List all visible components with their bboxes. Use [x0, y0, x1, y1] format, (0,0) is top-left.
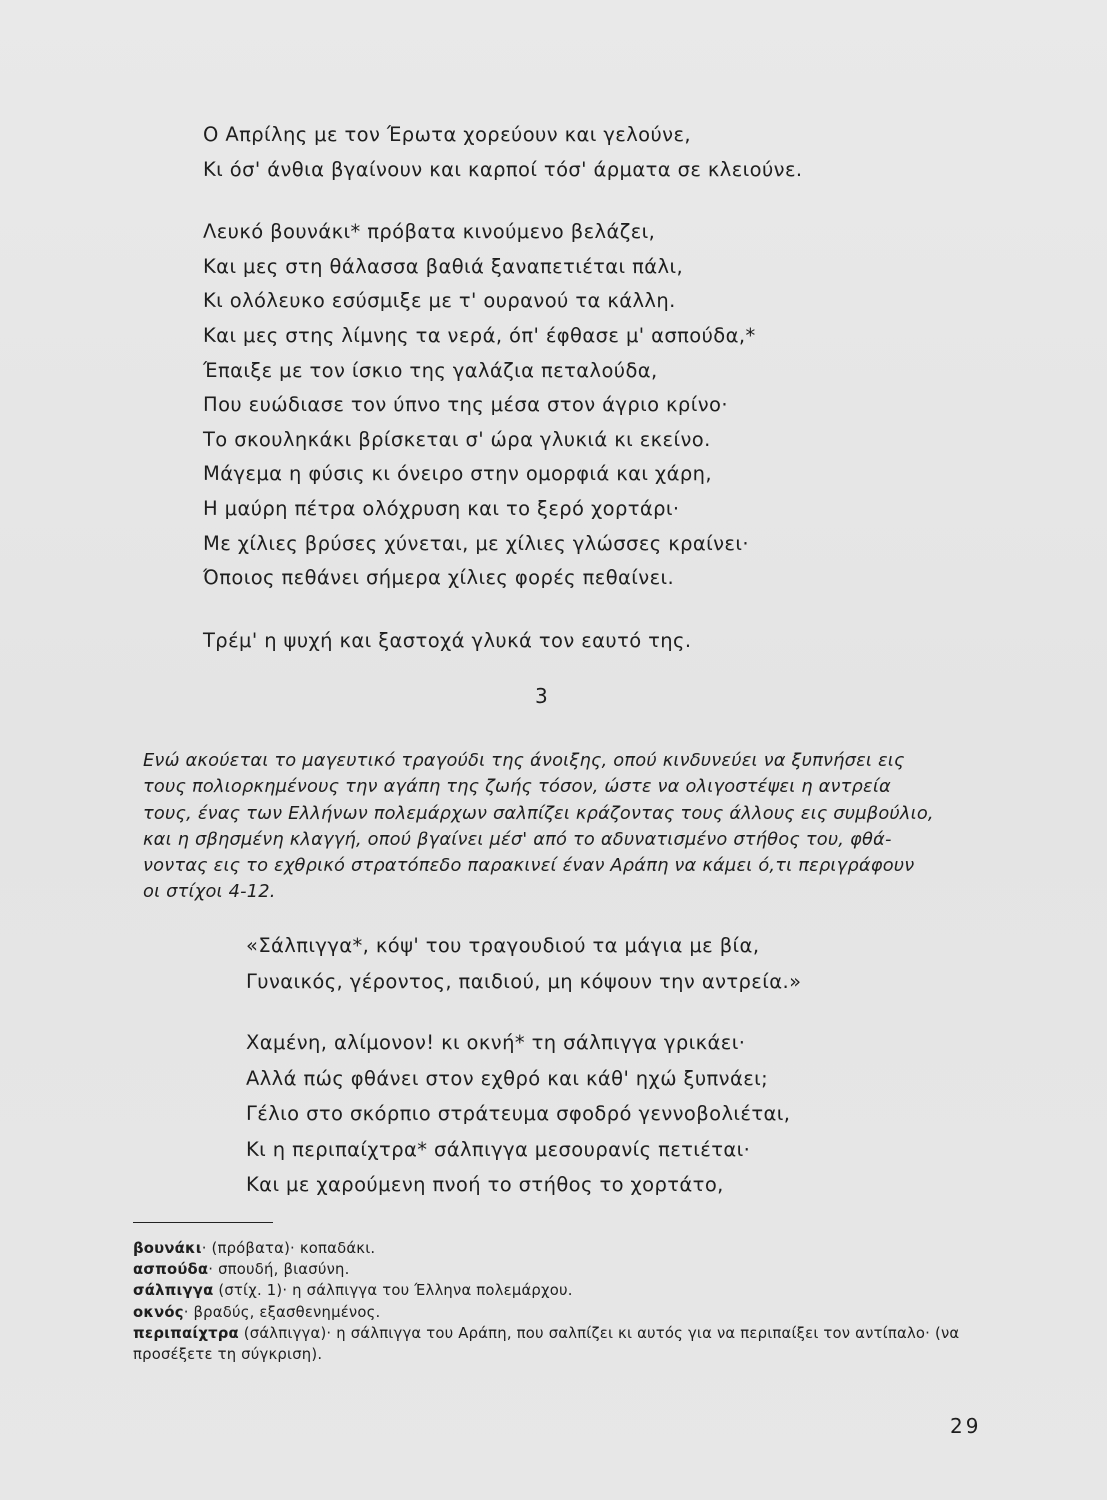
verse-line: Τρέμ' η ψυχή και ξαστοχά γλυκά τον εαυτό της.	[203, 628, 692, 652]
verse-line: Λευκό βουνάκι* πρόβατα κινούμενο βελάζει,	[203, 220, 656, 244]
stanza-gap	[246, 999, 966, 1025]
verse-line: Γυναικός, γέροντος, παιδιού, μη κόψουν την αντρεία.»	[246, 969, 802, 993]
footnote	[133, 1280, 963, 1301]
footnote	[133, 1323, 963, 1365]
page-number: 29	[950, 1414, 982, 1438]
intro-line: οι στίχοι 4-12.	[143, 881, 276, 903]
footnote-term: σάλπιγγα	[133, 1282, 214, 1300]
verse-line: Και μες στης λίμνης τα νερά, όπ' έφθασε μ' ασπούδα,*	[203, 323, 756, 347]
poem-stanza-trumpet	[246, 928, 966, 1203]
verse-line: Κι η περιπαίχτρα* σάλπιγγα μεσουρανίς πετιέται·	[246, 1137, 751, 1161]
verse-line: Γέλιο στο σκόρπιο στράτευμα σφοδρό γεννοβολιέται,	[246, 1102, 791, 1125]
intro-line: και η σβησμένη κλαγγή, οπού βγαίνει μέσ' από το αδυνατισμένο στήθος του, φθά-	[143, 828, 892, 850]
footnotes	[133, 1238, 963, 1365]
verse-line: Με χίλιες βρύσες χύνεται, με χίλιες γλώσσες κραίνει·	[203, 531, 749, 555]
footnote-definition: (στίχ. 1)· η σάλπιγγα του Έλληνα πολεμάρχου.	[213, 1282, 573, 1300]
verse-line: Αλλά πώς φθάνει στον εχθρό και κάθ' ηχώ ξυπνάει;	[246, 1066, 769, 1090]
section-number: 3	[535, 684, 549, 708]
stanza-gap	[203, 596, 963, 624]
footnote	[133, 1302, 963, 1323]
footnote-divider	[133, 1222, 273, 1223]
poem-stanza-spring	[203, 118, 963, 658]
intro-line: νοντας εις το εχθρικό στρατόπεδο παρακινεί έναν Αράπη να κάμει ό,τι περιγράφουν	[143, 855, 915, 877]
verse-line: Η μαύρη πέτρα ολόχρυση και το ξερό χορτάρι·	[203, 496, 680, 520]
verse-line: Και μες στη θάλασσα βαθιά ξαναπετιέται πάλι,	[203, 254, 684, 278]
footnote-definition: (σάλπιγγα)· η σάλπιγγα του Αράπη, που σαλπίζει κι αυτός για να περιπαίξει τον αντίπαλο· (να προσέξετε τη σύγκριση).	[133, 1324, 960, 1364]
stanza-gap	[203, 187, 963, 215]
footnote-definition: · βραδύς, εξασθενημένος.	[183, 1303, 381, 1321]
verse-line: Το σκουληκάκι βρίσκεται σ' ώρα γλυκιά κι εκείνο.	[203, 427, 711, 451]
footnote-definition: · σπουδή, βιασύνη.	[208, 1261, 350, 1279]
footnote-term: ασπούδα	[133, 1261, 209, 1279]
verse-line: «Σάλπιγγα*, κόψ' του τραγουδιού τα μάγια με βία,	[246, 934, 760, 957]
footnote-term: περιπαίχτρα	[133, 1324, 239, 1342]
footnote-definition: · (πρόβατα)· κοπαδάκι.	[201, 1240, 376, 1257]
verse-line: Που ευώδιασε τον ύπνο της μέσα στον άγριο κρίνο·	[203, 393, 728, 417]
section-introduction	[143, 748, 998, 906]
verse-line: Ο Απρίλης με τον Έρωτα χορεύουν και γελούνε,	[203, 123, 692, 146]
verse-line: Μάγεμα η φύσις κι όνειρο στην ομορφιά και χάρη,	[203, 462, 712, 486]
intro-line: τους, ένας των Ελλήνων πολεμάρχων σαλπίζει κράζοντας τους άλλους εις συμβούλιο,	[143, 802, 934, 824]
footnote	[133, 1259, 963, 1280]
intro-line: Ενώ ακούεται το μαγευτικό τραγούδι της άνοιξης, οπού κινδυνεύει να ξυπνήσει εις	[143, 750, 905, 771]
verse-line: Και με χαρούμενη πνοή το στήθος το χορτάτο,	[246, 1173, 724, 1196]
verse-line: Όποιος πεθάνει σήμερα χίλιες φορές πεθαίνει.	[203, 566, 675, 590]
verse-line: Έπαιξε με τον ίσκιο της γαλάζια πεταλούδα,	[203, 358, 658, 382]
verse-line: Χαμένη, αλίμονον! κι οκνή* τη σάλπιγγα γρικάει·	[246, 1031, 746, 1054]
verse-line: Κι όσ' άνθια βγαίνουν και καρποί τόσ' άρματα σε κλειούνε.	[203, 157, 803, 181]
verse-line: Κι ολόλευκο εσύσμιξε με τ' ουρανού τα κάλλη.	[203, 289, 676, 313]
footnote	[133, 1238, 963, 1259]
intro-line: τους πολιορκημένους την αγάπη της ζωής τόσον, ώστε να ολιγοστέψει η αντρεία	[143, 776, 891, 798]
footnote-term: οκνός	[133, 1303, 184, 1321]
footnote-term: βουνάκι	[133, 1240, 202, 1257]
